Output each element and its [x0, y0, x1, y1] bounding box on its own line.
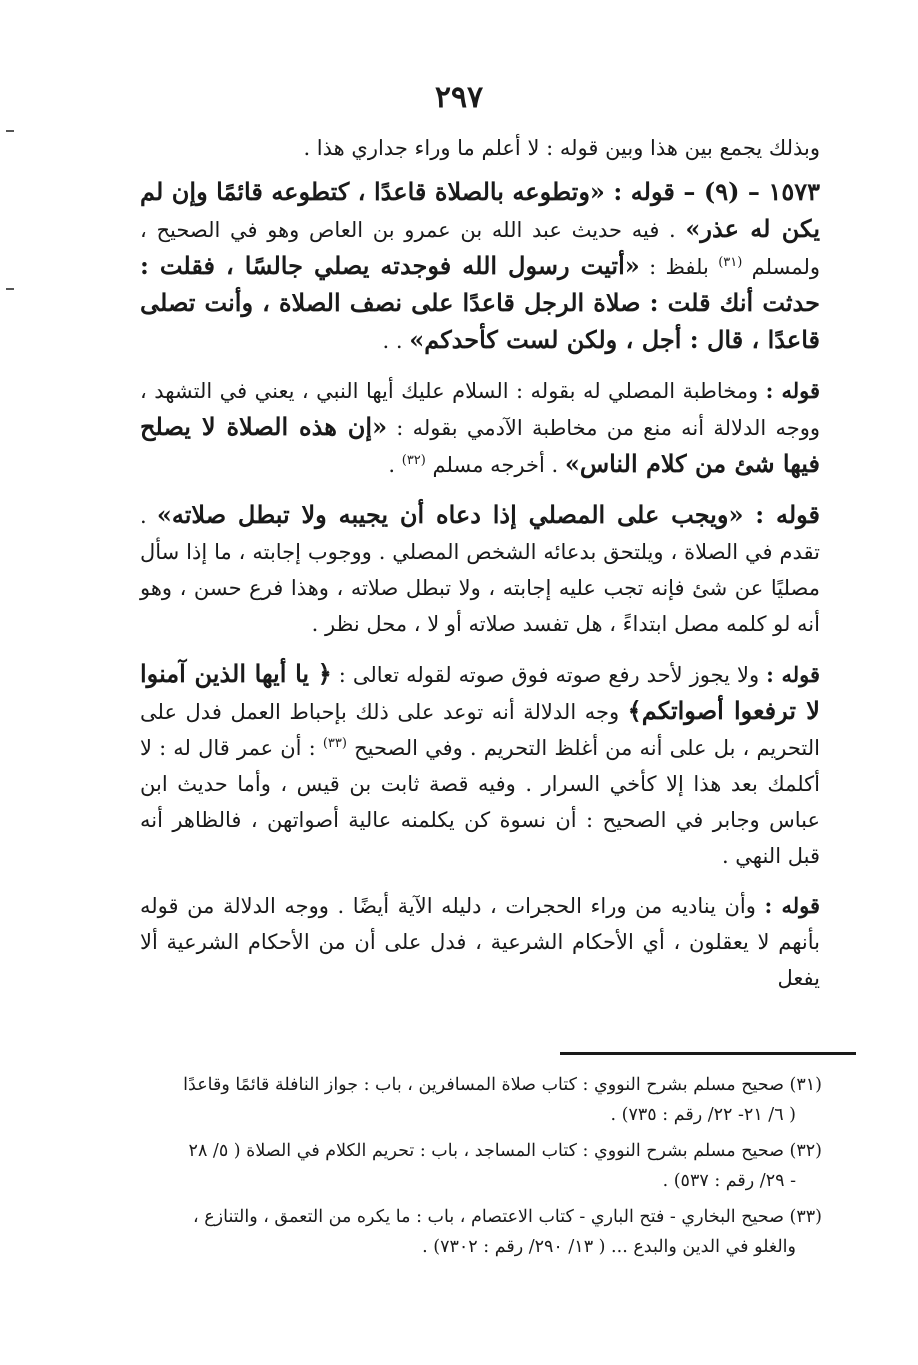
quran-verse: ﴿ يا أيها الذين آمنوا لا ترفعوا أصواتكم﴾ [140, 659, 820, 725]
paragraph-3-text-2: . أخرجه مسلم [425, 453, 565, 477]
hadith-quote: «أتيت رسول الله فوجدته يصلي جالسًا ، فقلت : حدثت أنك قلت : صلاة الرجل قاعدًا على نصف الصلاة ، وأنت تصلى قاعدًا ، قال : أجل ، ولكن لست كأحدكم» [140, 251, 820, 354]
paragraph-4 [140, 497, 820, 642]
paragraph-1 [140, 130, 820, 166]
paragraph-5-text: ولا يجوز لأحد رفع صوته فوق صوته لقوله تعالى : [331, 663, 767, 687]
paragraph-5 [140, 656, 820, 874]
footnote-33-line-2: والغلو في الدين والبدع ... ( ١٣/ ٢٩٠/ رقم : ٧٣٠٢) . [422, 1237, 796, 1257]
paragraph-3-text: ومخاطبة المصلي له بقوله : السلام عليك أيها النبي ، يعني في التشهد ، ووجه الدلالة أنه منع من مخاطبة الآدمي بقوله : [140, 379, 820, 440]
footnote-ref-33[interactable]: (٣٣) [322, 736, 347, 751]
paragraph-1573-end: . . [382, 329, 410, 353]
paragraph-4-text: . تقدم في الصلاة ، ويلتحق بدعائه الشخص المصلي . ووجوب إجابته ، ما إذا سأل مصليًا عن شئ فإنه تجب عليه إجابته ، ولا تبطل صلاته ، وهذا فرع حسن ، وهو أنه لو كلمه مصل ابتداءً ، هل تفسد صلاته أو لا ، محل نظر . [140, 504, 820, 636]
footnote-31 [110, 1070, 822, 1130]
scan-margin-mark [6, 130, 14, 132]
footnote-ref-32[interactable]: (٣٢) [401, 453, 426, 468]
paragraph-1573 [140, 174, 820, 359]
paragraph-3 [140, 373, 820, 483]
paragraph-3-lead: قوله : [765, 378, 820, 403]
footnote-32 [110, 1136, 822, 1196]
main-text [140, 130, 820, 1010]
paragraph-1573-text-2: بلفظ : [639, 255, 719, 279]
paragraph-5-lead: قوله : [766, 662, 821, 687]
footnote-33-line-1: (٣٣) صحيح البخاري - فتح الباري - كتاب الاعتصام ، باب : ما يكره من التعمق ، والتنازع ، [193, 1207, 822, 1227]
paragraph-6-text: وأن يناديه من وراء الحجرات ، دليله الآية أيضًا . ووجه الدلالة من قوله بأنهم لا يعقلون ، أي الأحكام الشرعية ، فدل على أن من الأحكام الشرعية ألا يفعل [140, 894, 820, 990]
paragraph-6-lead: قوله : [764, 893, 820, 918]
footnote-separator [560, 1052, 856, 1055]
footnote-32-line-2: - ٢٩/ رقم : ٥٣٧) . [662, 1171, 796, 1191]
hadith-number-heading: ١٥٧٣ – (٩) – قوله : «وتطوعه بالصلاة قاعدًا ، كتطوعه قائمًا وإن لم يكن له عذر» [140, 177, 820, 243]
footnote-ref-31[interactable]: (٣١) [718, 255, 743, 270]
paragraph-5-text-2: وجه الدلالة أنه توعد على ذلك بإحباط العمل فدل على التحريم ، بل على أنه من أغلظ التحريم . وفي الصحيح [140, 700, 820, 760]
paragraph-1-text: وبذلك يجمع بين هذا وبين قوله : لا أعلم ما وراء جداري هذا . [303, 136, 820, 160]
footnote-33 [110, 1202, 822, 1262]
footnote-32-line-1: (٣٢) صحيح مسلم بشرح النووي : كتاب المساجد ، باب : تحريم الكلام في الصلاة ( ٥/ ٢٨ [188, 1141, 822, 1161]
paragraph-6 [140, 888, 820, 996]
paragraph-4-lead: قوله : «ويجب على المصلي إذا دعاه أن يجيبه ولا تبطل صلاته» [156, 500, 821, 529]
paragraph-5-text-3: : أن عمر قال له : لا أكلمك بعد هذا إلا كأخي السرار . وفيه قصة ثابت بن قيس ، وأما حديث ابن عباس وجابر في الصحيح : أن نسوة كن يكلمنه عالية أصواتهن ، فالظاهر أنه قبل النهي . [140, 736, 820, 868]
footnotes [110, 1070, 822, 1268]
paragraph-3-quote: «إن هذه الصلاة لا يصلح فيها شئ من كلام الناس» [140, 412, 820, 478]
paragraph-1573-text: . فيه حديث عبد الله بن عمرو بن العاص وهو في الصحيح ، ولمسلم [140, 218, 820, 279]
footnote-31-line-2: ( ٦/ ٢١- ٢٢/ رقم : ٧٣٥) . [610, 1105, 796, 1125]
scan-margin-mark-2 [6, 288, 14, 290]
page-number: ٢٩٧ [434, 80, 484, 115]
footnote-31-line-1: (٣١) صحيح مسلم بشرح النووي : كتاب صلاة المسافرين ، باب : جواز النافلة قائمًا وقاعدًا [183, 1075, 822, 1095]
paragraph-3-end: . [388, 453, 402, 477]
